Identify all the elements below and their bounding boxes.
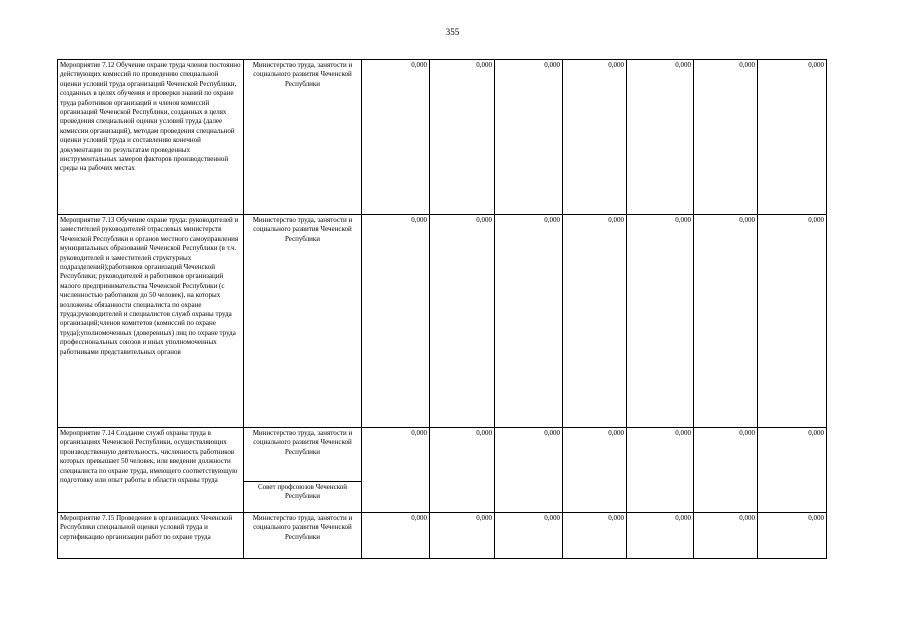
value-cell: 0,000 bbox=[694, 513, 758, 559]
table-row bbox=[58, 60, 827, 215]
value-cell: 0,000 bbox=[563, 215, 627, 428]
value-cell: 0,000 bbox=[627, 513, 694, 559]
value-cell: 0,000 bbox=[362, 60, 430, 215]
program-measures-table bbox=[57, 59, 827, 559]
executor-cell: Совет профсоюзов Чеченской Республики bbox=[244, 482, 362, 513]
value-cell: 0,000 bbox=[758, 215, 827, 428]
value-cell: 0,000 bbox=[563, 428, 627, 513]
value-cell: 0,000 bbox=[430, 428, 495, 513]
measure-cell: Мероприятие 7.13 Обучение охране труда: руководителей и заместителей руководителей отраслевых министерств Чеченской Республики и органов местного самоуправления муниципальных образований Чеченской Республики (в т.ч. руководителей и заместителей структурных подразделений);работников организаций Чеченской Республики; руководителей и работников организаций малого предпринимательства Чеченской Республики (с численностью работников до 50 человек), на которых возложены обязанности специалиста по охране труда;руководителей и специалистов служб охраны труда организаций;членов комитетов (комиссий по охране труда);уполномоченных (доверенных) лиц по охране труда профессиональных союзов и иных уполномоченных работниками представительных органов bbox=[58, 215, 244, 428]
measure-cell: Мероприятие 7.12 Обучение охране труда членов постоянно действующих комиссий по проведению специальной оценки условий труда организаций Чеченской Республики, созданных в целях обучения и проверки знаний по охране труда работников организаций и членов комиссий организаций Чеченской Республики, созданных в целях проведения специальной оценки условий труда (далее комиссии организаций), методам проведения специальной оценки условий труда и составлению конечной документации по результатам проведенных инструментальных замеров факторов производственной среды на рабочих местах bbox=[58, 60, 244, 215]
measure-cell: Мероприятие 7.15 Проведение в организациях Чеченской Республики специальной оценки условий труда и сертификацию организации работ по охране труда bbox=[58, 513, 244, 559]
value-cell: 0,000 bbox=[362, 428, 430, 513]
value-cell: 0,000 bbox=[563, 60, 627, 215]
value-cell: 0,000 bbox=[430, 513, 495, 559]
value-cell: 0,000 bbox=[627, 215, 694, 428]
value-cell: 0,000 bbox=[627, 60, 694, 215]
page-number: 355 bbox=[445, 27, 460, 37]
value-cell: 0,000 bbox=[694, 60, 758, 215]
value-cell: 0,000 bbox=[362, 215, 430, 428]
table-row bbox=[58, 513, 827, 559]
value-cell: 0,000 bbox=[495, 215, 563, 428]
value-cell: 0,000 bbox=[495, 60, 563, 215]
executor-cell: Министерство труда, занятости и социального развития Чеченской Республики bbox=[244, 60, 362, 215]
value-cell: 0,000 bbox=[758, 428, 827, 513]
value-cell: 0,000 bbox=[758, 60, 827, 215]
executor-cell: Министерство труда, занятости и социального развития Чеченской Республики bbox=[244, 428, 362, 482]
value-cell: 0,000 bbox=[495, 428, 563, 513]
value-cell: 0,000 bbox=[563, 513, 627, 559]
table-row bbox=[58, 215, 827, 428]
executor-cell: Министерство труда, занятости и социального развития Чеченской Республики bbox=[244, 513, 362, 559]
measure-cell: Мероприятие 7.14 Создание служб охраны труда в организациях Чеченской Республики, осуществляющих производственную деятельность, численность работников которых превышает 50 человек, или введение должности специалиста по охране труда, имеющего соответствующую подготовку или опыт работы в области охраны труда bbox=[58, 428, 244, 513]
value-cell: 0,000 bbox=[627, 428, 694, 513]
value-cell: 0,000 bbox=[758, 513, 827, 559]
value-cell: 0,000 bbox=[430, 215, 495, 428]
table-row bbox=[58, 428, 827, 482]
value-cell: 0,000 bbox=[495, 513, 563, 559]
value-cell: 0,000 bbox=[694, 428, 758, 513]
value-cell: 0,000 bbox=[694, 215, 758, 428]
value-cell: 0,000 bbox=[362, 513, 430, 559]
value-cell: 0,000 bbox=[430, 60, 495, 215]
executor-cell: Министерство труда, занятости и социального развития Чеченской Республики bbox=[244, 215, 362, 428]
